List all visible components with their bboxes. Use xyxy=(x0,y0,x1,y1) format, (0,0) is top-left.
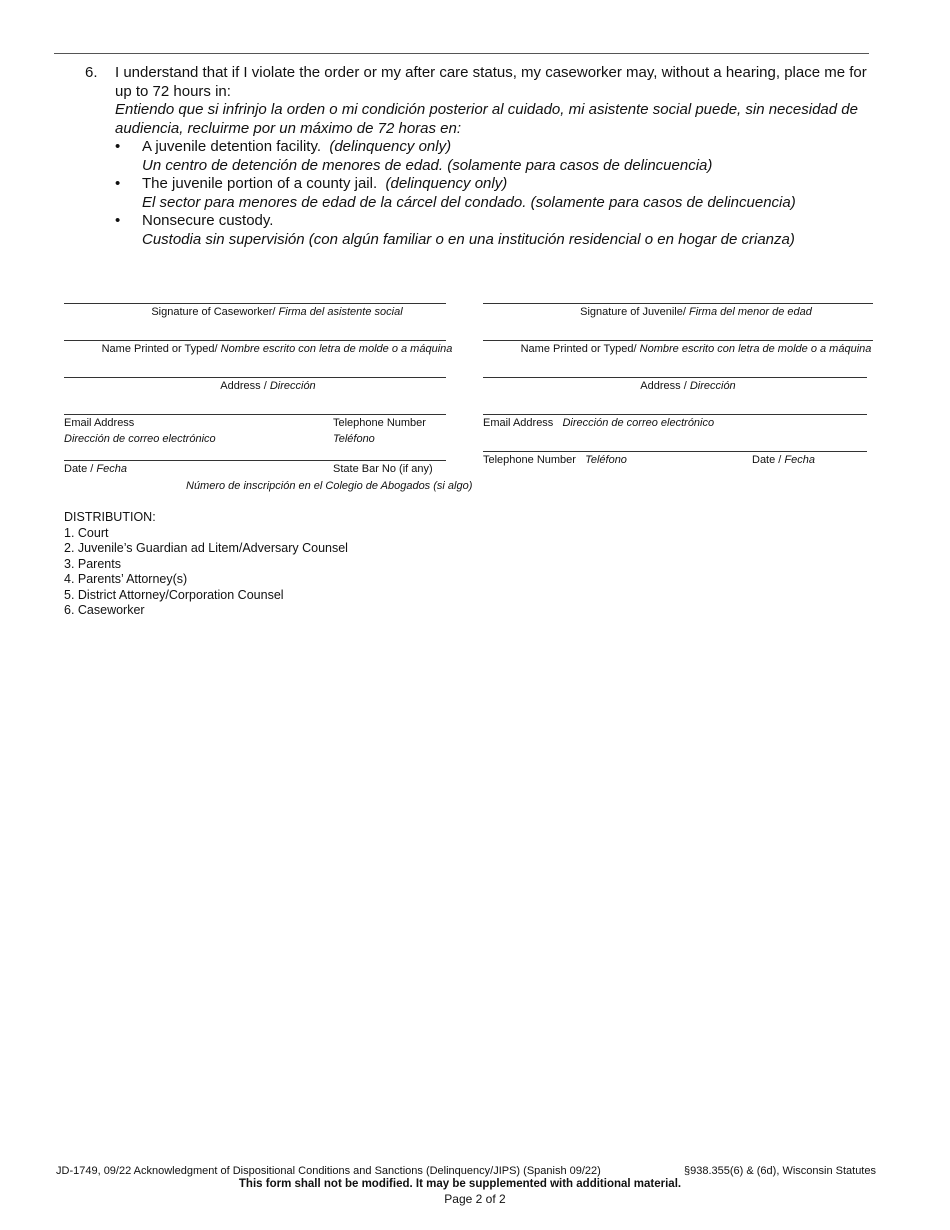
caseworker-phone-label: Telephone Number xyxy=(333,417,426,429)
juvenile-email-line[interactable] xyxy=(483,414,867,415)
item-6 xyxy=(85,64,885,249)
placement-en: A juvenile detention facility. xyxy=(142,138,321,155)
caseworker-signature-line[interactable] xyxy=(64,303,446,304)
caseworker-phone-label-es: Teléfono xyxy=(333,433,375,445)
distribution-item: 4. Parents’ Attorney(s) xyxy=(64,572,188,586)
state-bar-label-es: Número de inscripción en el Colegio de Abogados (si algo) xyxy=(186,480,473,492)
juvenile-name-line[interactable] xyxy=(483,340,873,341)
placement-list xyxy=(115,138,885,249)
top-rule xyxy=(54,53,869,54)
placement-item xyxy=(115,175,885,212)
caseworker-address-label: Address / Dirección xyxy=(220,380,316,392)
modification-notice: This form shall not be modified. It may be supplemented with additional material. xyxy=(238,1178,682,1190)
bullet-icon: • xyxy=(115,212,121,229)
distribution-list xyxy=(64,510,348,619)
distribution-item: 6. Caseworker xyxy=(64,603,145,617)
juvenile-phone-label: Telephone Number Teléfono xyxy=(483,454,627,466)
item-6-spanish: Entiendo que si infrinjo la orden o mi condición posterior al cuidado, mi asistente social puede, sin necesidad de audiencia, recluirme por un máximo de 72 horas en: xyxy=(115,101,858,137)
juvenile-signature-label: Signature of Juvenile/ Firma del menor de edad xyxy=(580,306,812,318)
distribution-item: 3. Parents xyxy=(64,556,121,571)
caseworker-date-line[interactable] xyxy=(64,460,446,461)
placement-item xyxy=(115,138,885,175)
bullet-icon: • xyxy=(115,138,121,155)
caseworker-email-line[interactable] xyxy=(64,414,446,415)
juvenile-phone-line[interactable] xyxy=(483,451,867,452)
caseworker-name-label: Name Printed or Typed/ Nombre escrito con letra de molde o a máquina xyxy=(101,343,453,355)
placement-en: The juvenile portion of a county jail. xyxy=(142,175,378,192)
juvenile-address-line[interactable] xyxy=(483,377,867,378)
item-number: 6. xyxy=(85,64,98,81)
caseworker-address-line[interactable] xyxy=(64,377,446,378)
distribution-title: DISTRIBUTION: xyxy=(64,510,156,524)
juvenile-signature-line[interactable] xyxy=(483,303,873,304)
caseworker-email-label: Email Address xyxy=(64,417,135,429)
placement-es: Un centro de detención de menores de edad. (solamente para casos de delincuencia) xyxy=(142,156,713,174)
distribution-item: 2. Juvenile’s Guardian ad Litem/Adversary Counsel xyxy=(64,541,348,555)
juvenile-address-label: Address / Dirección xyxy=(640,380,736,392)
juvenile-date-label: Date / Fecha xyxy=(752,454,815,466)
placement-es: Custodia sin supervisión (con algún familiar o en una institución residencial o en hogar de crianza) xyxy=(142,230,795,248)
distribution-item: 1. Court xyxy=(64,525,109,540)
bullet-icon: • xyxy=(115,175,121,192)
page-number: Page 2 of 2 xyxy=(444,1192,506,1206)
placement-es: El sector para menores de edad de la cárcel del condado. (solamente para casos de delincuencia) xyxy=(142,193,796,211)
item-6-english: I understand that if I violate the order or my after care status, my caseworker may, without a hearing, place me for up to 72 hours in: xyxy=(115,64,867,100)
placement-note: (delinquency only) xyxy=(385,175,508,192)
placement-item xyxy=(115,212,885,249)
state-bar-label: State Bar No (if any) xyxy=(333,463,433,475)
placement-en: Nonsecure custody. xyxy=(142,212,274,229)
caseworker-date-label: Date / Fecha xyxy=(64,463,127,475)
placement-note: (delinquency only) xyxy=(329,138,452,155)
form-id: JD-1749, 09/22 Acknowledgment of Dispositional Conditions and Sanctions (Delinquency/JIPS) (Spanish 09/22) xyxy=(56,1165,601,1177)
juvenile-email-label: Email Address Dirección de correo electrónico xyxy=(483,417,715,429)
distribution-item: 5. District Attorney/Corporation Counsel xyxy=(64,587,284,602)
caseworker-signature-label: Signature of Caseworker/ Firma del asistente social xyxy=(151,306,403,318)
statutes: §938.355(6) & (6d), Wisconsin Statutes xyxy=(684,1165,876,1177)
juvenile-name-label: Name Printed or Typed/ Nombre escrito con letra de molde o a máquina xyxy=(520,343,872,355)
caseworker-email-label-es: Dirección de correo electrónico xyxy=(64,433,216,445)
caseworker-name-line[interactable] xyxy=(64,340,446,341)
